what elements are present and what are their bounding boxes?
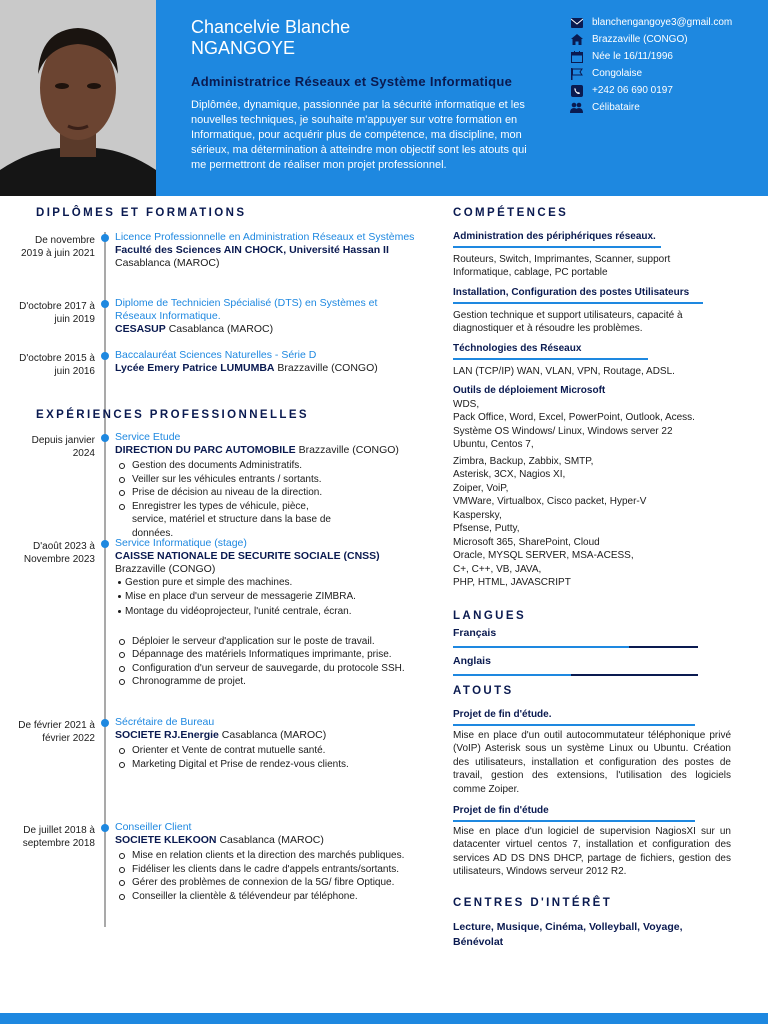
contact-phone[interactable] [570, 82, 765, 99]
skill-text: Gestion technique et support utilisateurs, capacité à diagnostiquer et à résoudre les problèmes. [453, 309, 683, 334]
skill-text: LAN (TCP/IP) WAN, VLAN, VPN, Routage, ADSL. [453, 365, 675, 377]
task-item: Conseiller la clientèle & télévendeur par téléphone. [115, 890, 415, 904]
timeline-dot [101, 300, 109, 308]
skill-block [453, 230, 731, 280]
contact-list [570, 14, 765, 116]
experience-title: Service Informatique (stage) [115, 537, 247, 549]
language-item [453, 627, 731, 648]
task-item: Prise de décision au niveau de la direction. [115, 486, 415, 500]
calendar-icon [570, 50, 583, 63]
language-item [453, 655, 731, 676]
skill-line: Pack Office, Word, Excel, PowerPoint, Outlook, Acess. [453, 412, 695, 423]
skill-line: C+, C++, VB, JAVA, [453, 563, 542, 575]
experience-place: Brazzaville (CONGO) [298, 444, 399, 456]
timeline-dot [101, 434, 109, 442]
header-banner [0, 0, 768, 196]
skills-heading: COMPÉTENCES [453, 207, 569, 219]
experience-date: Depuis janvier 2024 [31, 435, 95, 459]
contact-phone-text: +242 06 690 0197 [592, 85, 673, 96]
experience-title: Sécrétaire de Bureau [115, 716, 215, 728]
experience-title: Service Etude [115, 431, 181, 443]
skill-underline [453, 302, 703, 304]
skill-line: Pfsense, Putty, [453, 523, 520, 534]
diploma-school: Lycée Emery Patrice LUMUMBA [115, 362, 275, 374]
skill-line: Système OS Windows/ Linux, Windows server 22 [453, 425, 673, 437]
task-item: Déploier le serveur d'application sur le poste de travail. [115, 635, 415, 649]
experience-title: Conseiller Client [115, 821, 192, 833]
experience-entry [115, 716, 415, 771]
task-item: Mise en place d'un serveur de messagerie ZIMBRA. [115, 590, 415, 604]
flag-icon [570, 67, 583, 80]
diploma-entry [115, 297, 415, 336]
experience-place: Casablanca (MAROC) [221, 729, 327, 741]
atout-text: Mise en place d'un outil autocommutateur téléphonique privé (VoIP) Asterisk sous un système Linux ou Ubuntu. Création des utilisateurs, installation et configuration des postes de travail, gestion des extensions, l'utilisation des logiciels comme Zoiper. [453, 729, 731, 795]
diploma-place: Casablanca (MAROC) [168, 323, 274, 335]
task-list [115, 744, 415, 771]
task-item: Gestion pure et simple des machines. [115, 576, 415, 590]
task-item: Gérer des problèmes de connexion de la 5G/ fibre Optique. [115, 876, 415, 890]
language-level-fill [453, 674, 571, 676]
languages-heading: LANGUES [453, 610, 527, 622]
task-item: Marketing Digital et Prise de rendez-vous clients. [115, 758, 415, 772]
skill-block [453, 286, 731, 336]
experience-place: Casablanca (MAROC) [219, 834, 324, 846]
skill-line: Zimbra, Backup, Zabbix, SMTP, [453, 455, 594, 467]
skill-underline [453, 246, 661, 248]
profile-photo [0, 0, 156, 196]
people-icon [570, 101, 583, 114]
experience-date: De juillet 2018 à septembre 2018 [22, 825, 95, 849]
experience-company: SOCIETE KLEKOON [115, 834, 217, 846]
contact-city-text: Brazzaville (CONGO) [592, 34, 688, 45]
diplomas-heading: DIPLÔMES ET FORMATIONS [36, 207, 247, 219]
experience-company: DIRECTION DU PARC AUTOMOBILE [115, 444, 296, 456]
experience-entry [115, 537, 415, 689]
first-name: Chancelvie Blanche [191, 17, 351, 37]
diploma-date: D'octobre 2017 à juin 2019 [19, 301, 95, 325]
atout-underline [453, 724, 695, 726]
atout-text: Mise en place d'un logiciel de supervision NagiosXI sur un datacenter virtuel centos 7, installation et configuration des services AD DS DNS DHCP, partage de fichiers, gestion des utilisateurs, Windows serveur 2012 R2. [453, 825, 731, 877]
skill-line: Zoiper, VoiP, [453, 482, 509, 494]
footer-bar [0, 1013, 768, 1024]
interests-list: Lecture, Musique, Cinéma, Volleyball, Voyage, Bénévolat [453, 921, 683, 948]
diploma-entry [115, 349, 415, 375]
atout-block [453, 708, 731, 796]
task-list [115, 849, 415, 903]
experience-place: Brazzaville (CONGO) [115, 563, 216, 575]
home-icon [570, 33, 583, 46]
diploma-title: Licence Professionnelle en Administration Réseaux et Systèmes [115, 231, 415, 243]
diploma-title: Diplome de Technicien Spécialisé (DTS) en Systèmes et Réseaux Informatique. [115, 297, 378, 322]
task-item: Gestion des documents Administratifs. [115, 459, 415, 473]
contact-status [570, 99, 765, 116]
full-name [191, 17, 350, 59]
skill-line: PHP, HTML, JAVASCRIPT [453, 577, 571, 588]
experience-date: D'août 2023 à Novembre 2023 [23, 541, 95, 565]
task-item: Dépannage des matériels Informatiques imprimante, prise. [115, 648, 415, 662]
task-item: Montage du vidéoprojecteur, l'unité centrale, écran. [115, 605, 415, 619]
skill-line: WDS, [453, 398, 480, 410]
interests-heading: CENTRES D'INTÉRÊT [453, 897, 613, 909]
atouts-heading: ATOUTS [453, 685, 514, 697]
contact-birthdate-text: Née le 16/11/1996 [592, 51, 673, 62]
diploma-place: Casablanca (MAROC) [115, 257, 220, 269]
phone-icon [570, 84, 583, 97]
diploma-date: De novembre 2019 à juin 2021 [21, 235, 95, 259]
envelope-icon [570, 16, 583, 29]
skill-line: Asterisk, 3CX, Nagios XI, [453, 469, 566, 480]
experience-entry [115, 431, 415, 540]
language-level-bar [453, 674, 698, 676]
task-list [115, 459, 415, 540]
language-name: Anglais [453, 655, 491, 667]
skill-line: Microsoft 365, SharePoint, Cloud [453, 536, 600, 548]
diploma-school: Faculté des Sciences AIN CHOCK, Université Hassan II [115, 244, 389, 256]
timeline-dot [101, 824, 109, 832]
timeline-dot [101, 234, 109, 242]
language-level-bar [453, 646, 698, 648]
diploma-entry [115, 231, 415, 270]
experience-company: CAISSE NATIONALE DE SECURITE SOCIALE (CNSS) [115, 550, 380, 562]
contact-nationality-text: Congolaise [592, 68, 643, 79]
diploma-place: Brazzaville (CONGO) [277, 362, 378, 374]
timeline-dot [101, 540, 109, 548]
task-item: Veiller sur les véhicules entrants / sortants. [115, 473, 415, 487]
timeline-line [104, 232, 106, 927]
skill-heading: Téchnologies des Réseaux [453, 343, 582, 354]
skill-line: Ubuntu, Centos 7, [453, 439, 534, 450]
skill-heading: Installation, Configuration des postes Utilisateurs [453, 287, 690, 298]
task-item: Configuration d'un serveur de sauvegarde, du protocole SSH. [115, 662, 415, 676]
experience-date: De février 2021 à février 2022 [18, 720, 95, 744]
language-level-fill [453, 646, 629, 648]
experience-company: SOCIETE RJ.Energie [115, 729, 219, 741]
contact-nationality [570, 65, 765, 82]
task-list [115, 576, 415, 619]
timeline-dot [101, 719, 109, 727]
atout-block [453, 804, 731, 879]
task-list [115, 635, 415, 689]
skill-heading: Outils de déploiement Microsoft [453, 385, 606, 396]
atout-underline [453, 820, 695, 822]
skill-block [453, 342, 731, 378]
diploma-title: Baccalauréat Sciences Naturelles - Série D [115, 349, 317, 361]
contact-status-text: Célibataire [592, 102, 640, 113]
contact-email-text: blanchengangoye3@gmail.com [592, 17, 733, 28]
diploma-school: CESASUP [115, 323, 166, 335]
task-item: Chronogramme de projet. [115, 675, 415, 689]
skill-heading: Administration des périphériques réseaux. [453, 231, 656, 242]
diploma-date: D'octobre 2015 à juin 2016 [19, 353, 95, 377]
skill-line: Oracle, MYSQL SERVER, MSA-ACESS, [453, 550, 634, 561]
last-name: NGANGOYE [191, 38, 296, 58]
task-item: Orienter et Vente de contrat mutuelle santé. [115, 744, 415, 758]
skill-text: Routeurs, Switch, Imprimantes, Scanner, support Informatique, cablage, PC portable [453, 253, 671, 278]
skill-underline [453, 358, 648, 360]
task-item: Mise en relation clients et la direction des marchés publiques. [115, 849, 415, 863]
experience-heading: EXPÉRIENCES PROFESSIONNELLES [36, 409, 309, 421]
task-item: Enregistrer les types de véhicule, pièce, service, matériel et structure dans la base de données. [115, 500, 345, 541]
atout-heading: Projet de fin d'étude [453, 805, 549, 816]
timeline-dot [101, 352, 109, 360]
skill-line: Kaspersky, [453, 509, 502, 521]
contact-email[interactable] [570, 14, 765, 31]
task-item: Fidéliser les clients dans le cadre d'appels entrants/sortants. [115, 863, 415, 877]
experience-entry [115, 821, 415, 903]
intro-paragraph: Diplômée, dynamique, passionnée par la sécurité informatique et les nouvelles techniques, je souhaite m'appuyer sur votre formation en Informatique, pour acquérir plus de compétence, ma discipline, mon sérieux, ma détermination à atteindre mon objectif sont les atouts qui me permettront de réaliser mon projet professionnel. [191, 99, 527, 171]
interests-text [453, 920, 703, 950]
skill-line: VMWare, Virtualbox, Cisco packet, Hyper-V [453, 496, 647, 507]
contact-birthdate [570, 48, 765, 65]
contact-city [570, 31, 765, 48]
skill-block [453, 384, 731, 590]
job-title: Administratrice Réseaux et Système Informatique [191, 74, 513, 89]
language-name: Français [453, 627, 497, 639]
atout-heading: Projet de fin d'étude. [453, 709, 552, 720]
